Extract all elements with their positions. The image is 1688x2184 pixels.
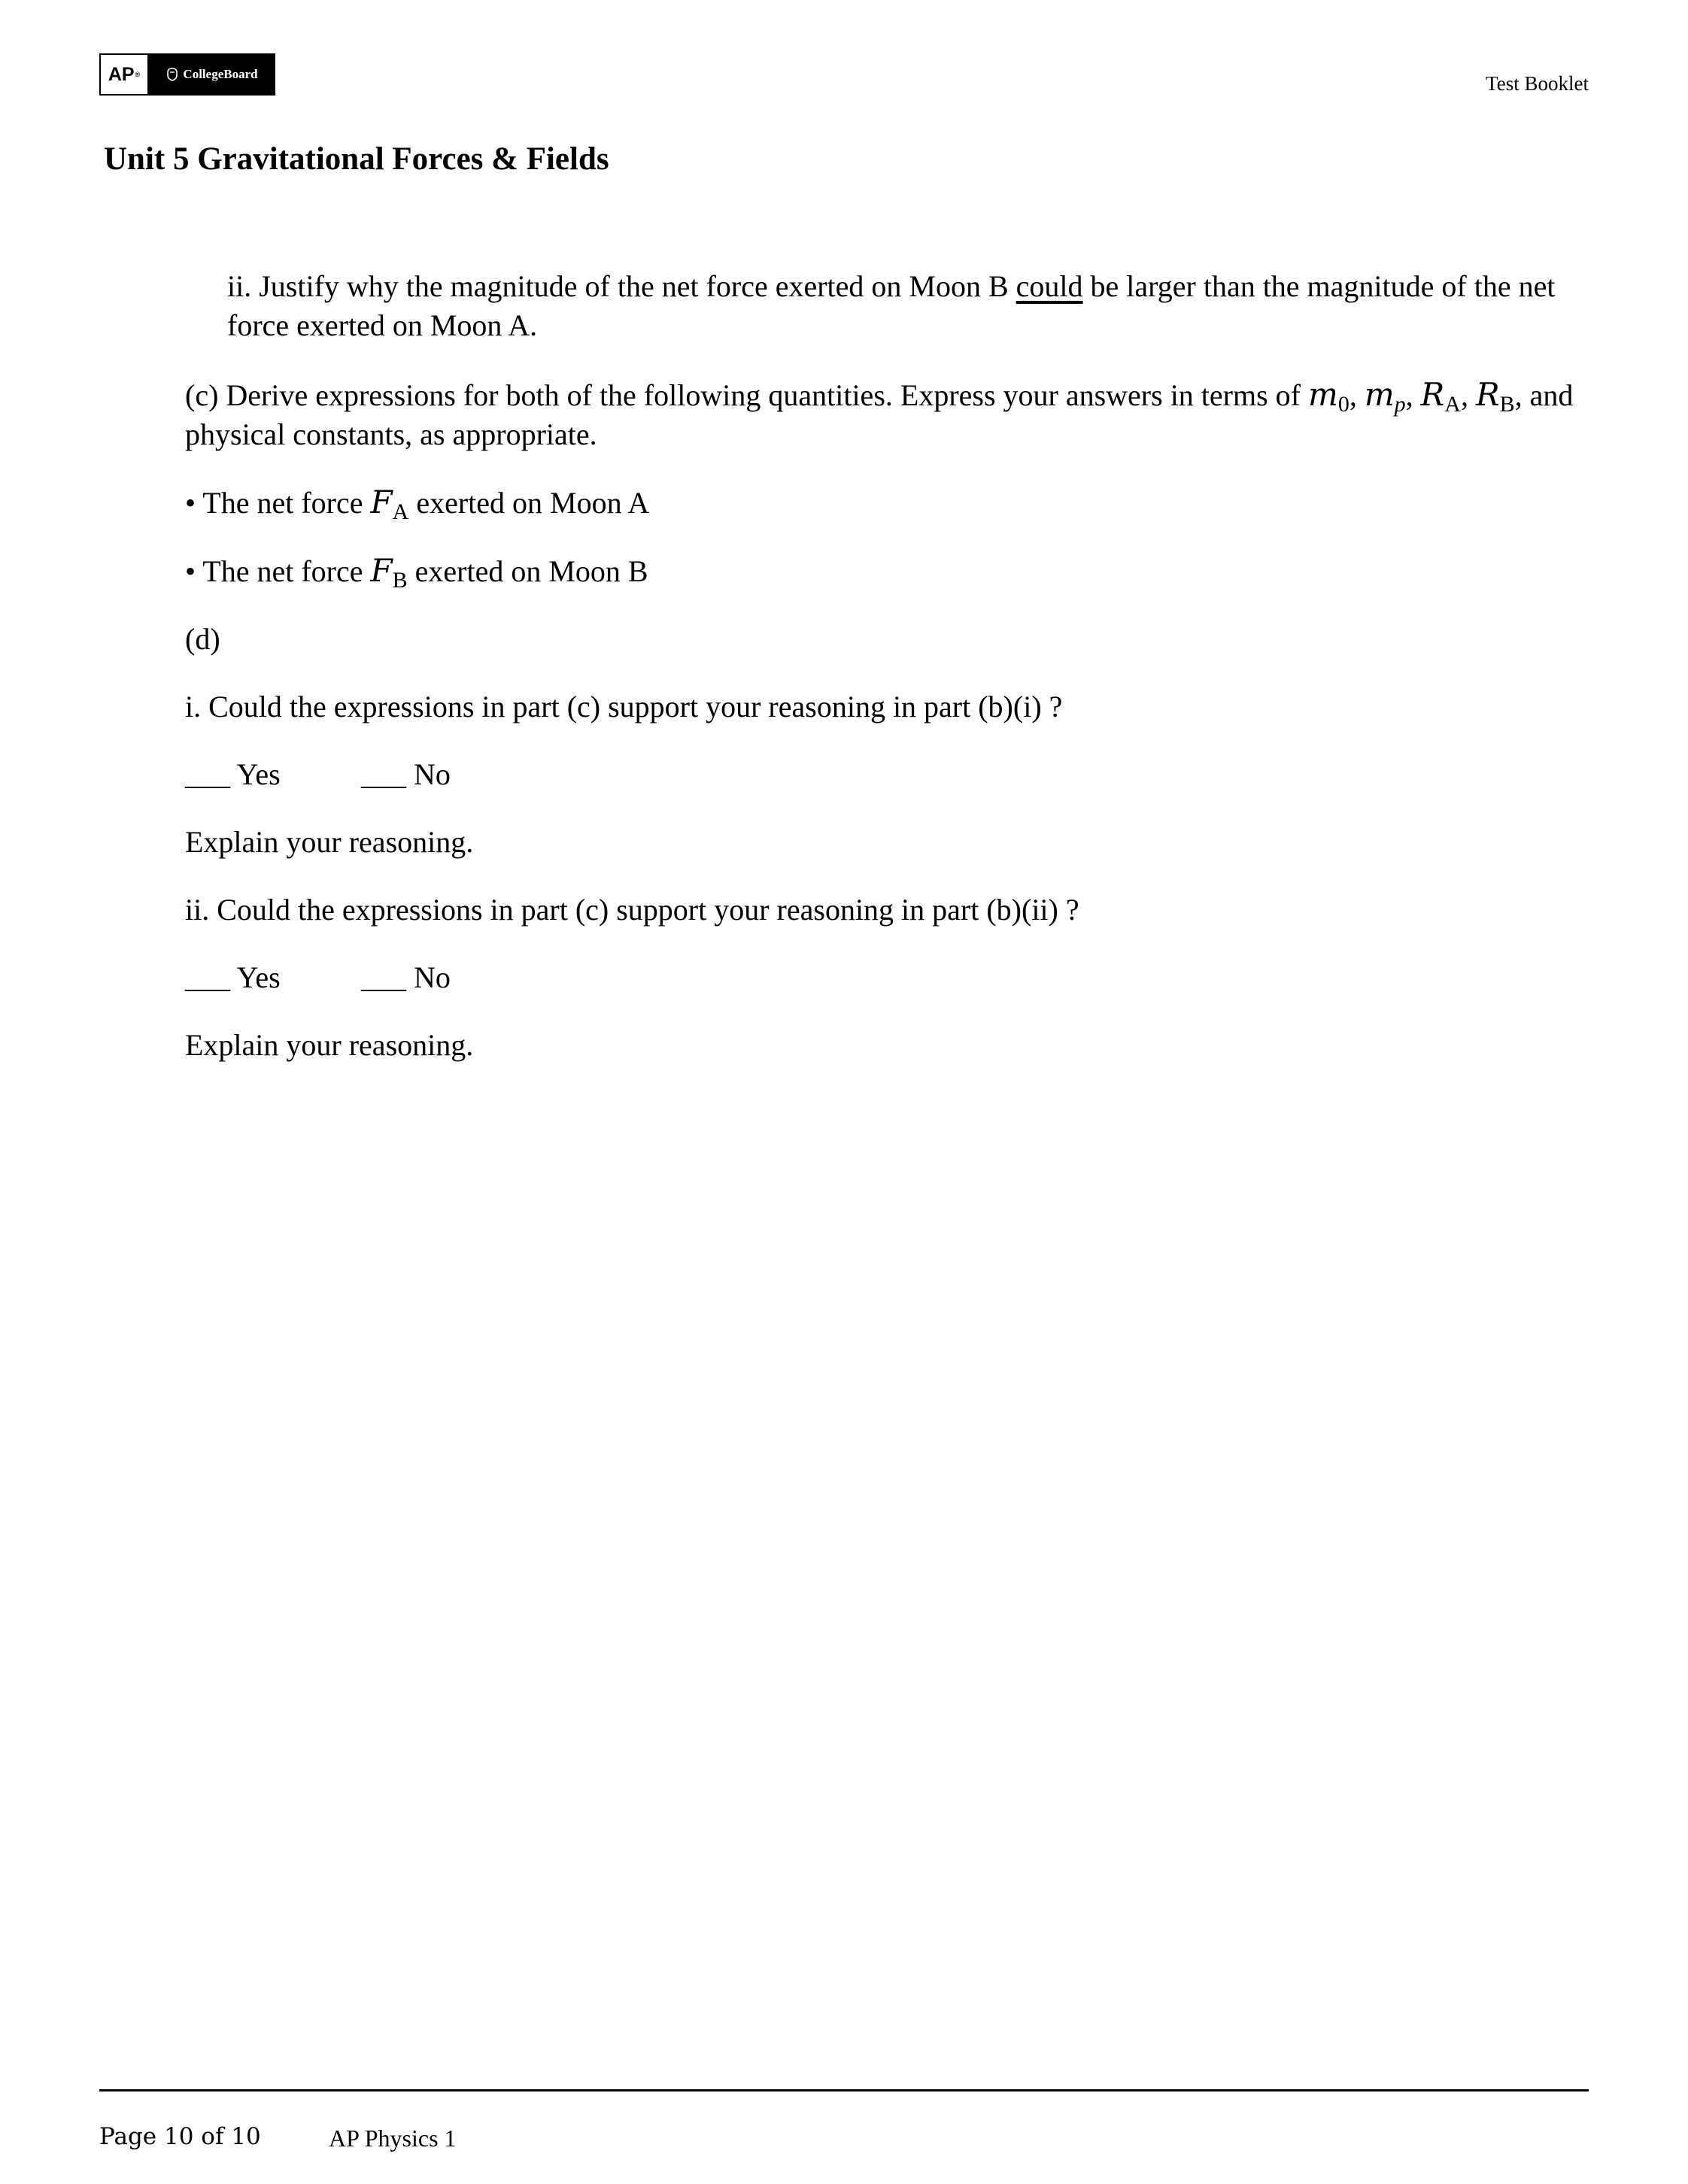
- var-mp: $m_p$: [1364, 376, 1406, 417]
- var-m0: $m_0$: [1308, 376, 1349, 417]
- ap-registered-mark: ®: [135, 71, 141, 78]
- part-b-ii-prompt: [185, 267, 1577, 345]
- part-d-ii-question: ii. Could the expressions in part (c) support your reasoning in part (b)(ii) ?: [185, 893, 1079, 927]
- acorn-shield-icon: [166, 68, 178, 81]
- part-b-ii-text-after: be larger than the magnitude of the net force exerted on Moon A.: [227, 269, 1556, 342]
- part-d-ii-explain: Explain your reasoning.: [185, 1028, 474, 1062]
- separator: ,: [1405, 378, 1421, 412]
- ap-logo-box: [99, 53, 149, 96]
- question-content: [185, 267, 1577, 1065]
- var-rb: $R_B$: [1475, 376, 1515, 417]
- part-d-ii-no-option[interactable]: ___ No: [361, 960, 451, 994]
- var-fa: $F_A$: [370, 484, 409, 524]
- var-ra: $R_A$: [1420, 376, 1461, 417]
- separator: ,: [1460, 378, 1476, 412]
- ap-logo-text: AP: [108, 63, 135, 85]
- footer-divider: [99, 2089, 1589, 2091]
- part-d-i-no-option[interactable]: ___ No: [361, 757, 451, 791]
- part-d-label: (d): [185, 622, 220, 656]
- separator: ,: [1349, 378, 1365, 412]
- part-d-i-question: i. Could the expressions in part (c) support your reasoning in part (b)(i) ?: [185, 690, 1063, 723]
- collegeboard-logo-box: [149, 53, 275, 96]
- part-c-intro: (c) Derive expressions for both of the following quantities. Express your answers in terms of: [185, 378, 1308, 412]
- part-d-ii-choices: [185, 958, 1577, 997]
- booklet-label: Test Booklet: [1486, 72, 1589, 95]
- part-d-ii-yes-option[interactable]: ___ Yes: [185, 960, 281, 994]
- part-b-ii-emphasis: could: [1016, 269, 1083, 303]
- var-fb: $F_B$: [370, 552, 408, 593]
- part-c-end: , and physical constants, as appropriate.: [185, 378, 1574, 451]
- part-d-i-explain: Explain your reasoning.: [185, 825, 474, 859]
- part-c-prompt: [185, 375, 1577, 454]
- page-number: Page 10 of 10: [99, 2123, 261, 2150]
- ap-collegeboard-logo: [99, 53, 275, 96]
- part-c-bullet-fb: • The net force $F_B$ exerted on Moon B: [185, 552, 648, 593]
- part-d-i-yes-option[interactable]: ___ Yes: [185, 757, 281, 791]
- collegeboard-logo-text: CollegeBoard: [183, 67, 258, 81]
- part-b-ii-text-before: ii. Justify why the magnitude of the net force exerted on Moon B: [227, 269, 1016, 303]
- part-c-bullet-fa: • The net force $F_A$ exerted on Moon A: [185, 484, 650, 524]
- footer-subject: AP Physics 1: [329, 2125, 457, 2152]
- unit-title: Unit 5 Gravitational Forces & Fields: [104, 141, 609, 177]
- part-d-i-choices: [185, 755, 1577, 794]
